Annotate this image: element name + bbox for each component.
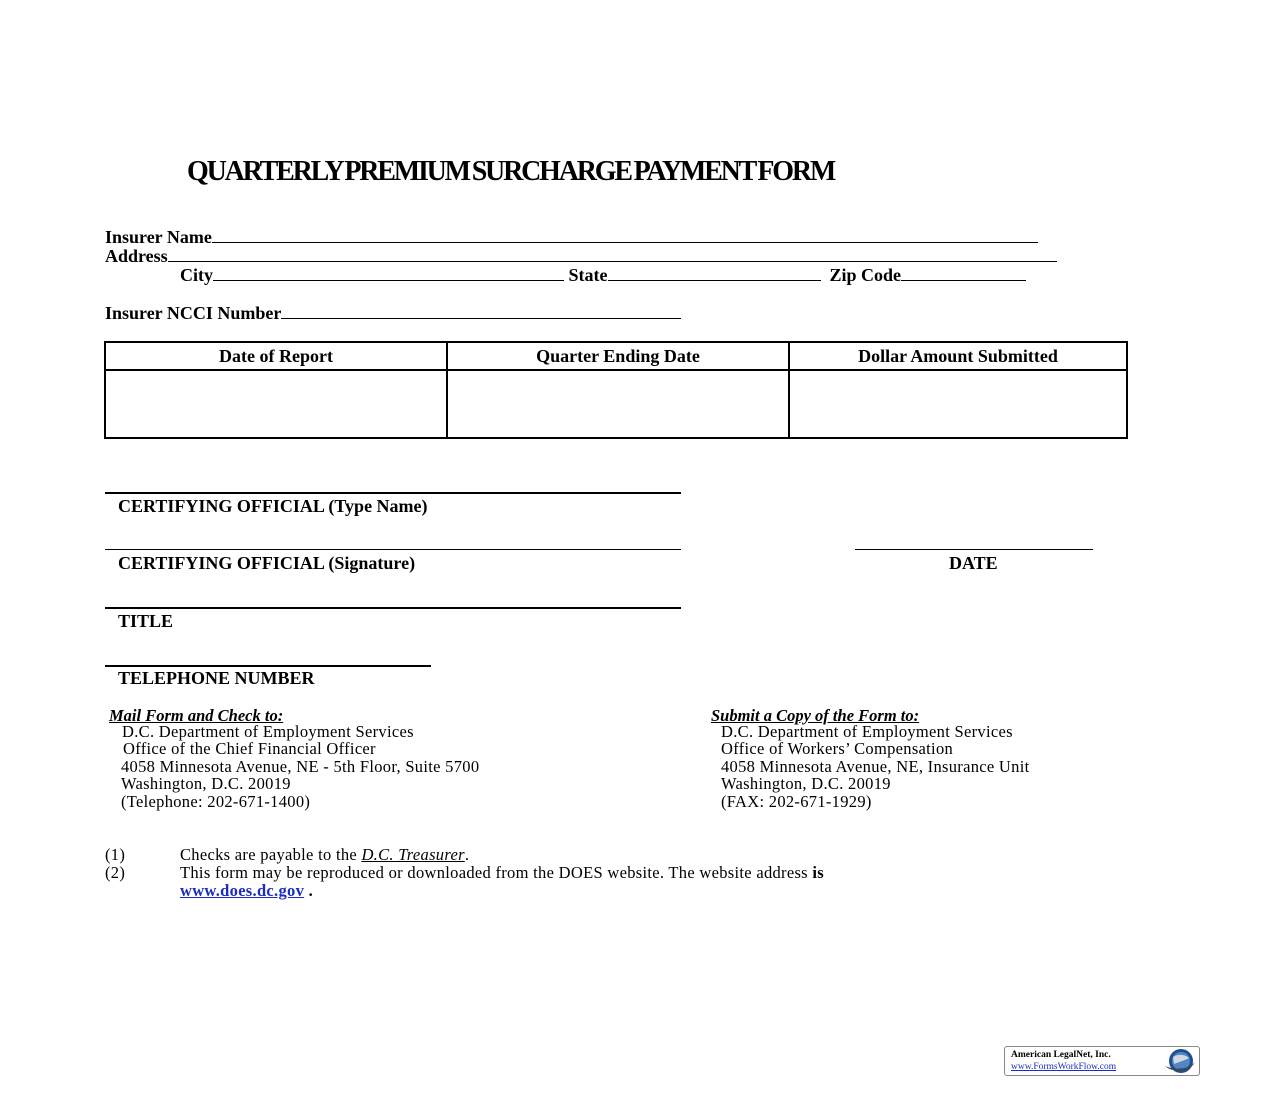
mail-to-line: 4058 Minnesota Avenue, NE - 5th Floor, Suite 5700 xyxy=(121,756,480,776)
copy-to-address xyxy=(721,723,1029,810)
address-row xyxy=(105,247,1057,266)
copy-to-line: 4058 Minnesota Avenue, NE, Insurance Unit xyxy=(721,756,1030,776)
date-label: DATE xyxy=(949,553,998,573)
mail-to-line: Office of the Chief Financial Officer xyxy=(123,739,376,759)
address-label: Address xyxy=(105,246,168,266)
note-2-link-row xyxy=(180,882,313,900)
mail-to-line: (Telephone: 202-671-1400) xyxy=(121,791,311,811)
note-1-end: . xyxy=(464,845,470,864)
official-signature-line[interactable] xyxy=(105,549,681,550)
mail-to-line: Washington, D.C. 20019 xyxy=(121,774,291,794)
state-field[interactable] xyxy=(608,266,821,281)
company-url[interactable]: www.FormsWorkFlow.com xyxy=(1011,1062,1117,1072)
does-website-link[interactable]: www.does.dc.gov xyxy=(180,881,305,900)
insurer-name-row xyxy=(105,228,1038,247)
forms-workflow-badge[interactable] xyxy=(1004,1046,1200,1076)
city-label: City xyxy=(180,265,213,285)
report-table xyxy=(104,341,1128,439)
note-2-text: This form may be reproduced or downloaded from the DOES website. The website address xyxy=(180,863,813,882)
date-of-report-cell[interactable] xyxy=(105,370,447,438)
report-table-header xyxy=(105,342,1127,370)
title-label: TITLE xyxy=(118,611,174,631)
insurer-name-field[interactable] xyxy=(212,228,1038,243)
note-2 xyxy=(180,864,824,882)
mail-to-address xyxy=(121,723,479,810)
note-1 xyxy=(180,846,469,864)
city-row xyxy=(180,266,1026,285)
note-1-text: Checks are payable to the xyxy=(180,845,362,864)
note-2-end: . xyxy=(304,881,313,900)
zip-label: Zip Code xyxy=(829,265,902,285)
date-line[interactable] xyxy=(855,549,1093,550)
note-2-is: is xyxy=(812,863,824,882)
globe-logo-icon xyxy=(1159,1048,1197,1074)
form-title: QUARTERLY PREMIUM SURCHARGE PAYMENT FORM xyxy=(187,156,835,187)
city-field[interactable] xyxy=(213,266,564,281)
treasurer-name: D.C. Treasurer xyxy=(361,845,465,864)
report-table-row xyxy=(105,370,1127,438)
dollar-amount-cell[interactable] xyxy=(789,370,1127,438)
state-label: State xyxy=(568,265,608,285)
address-field[interactable] xyxy=(168,247,1057,262)
copy-to-heading: Submit a Copy of the Form to: xyxy=(711,706,920,725)
ncci-row xyxy=(105,304,681,323)
copy-to-line: (FAX: 202-671-1929) xyxy=(721,791,872,811)
official-signature-label: CERTIFYING OFFICIAL (Signature) xyxy=(118,553,416,573)
note-1-number: (1) xyxy=(105,845,126,864)
mail-to-heading: Mail Form and Check to: xyxy=(109,706,284,725)
insurer-name-label: Insurer Name xyxy=(105,227,212,247)
telephone-line[interactable] xyxy=(105,665,431,667)
copy-to-line: Office of Workers’ Compensation xyxy=(721,739,954,759)
company-name: American LegalNet, Inc. xyxy=(1011,1050,1111,1060)
col-quarter-ending-date: Quarter Ending Date xyxy=(447,342,789,370)
official-name-line[interactable] xyxy=(105,492,681,494)
telephone-label: TELEPHONE NUMBER xyxy=(118,668,315,688)
quarter-ending-date-cell[interactable] xyxy=(447,370,789,438)
official-name-label: CERTIFYING OFFICIAL (Type Name) xyxy=(118,496,428,516)
title-line[interactable] xyxy=(105,607,681,609)
mail-to-line: D.C. Department of Employment Services xyxy=(122,722,414,741)
zip-field[interactable] xyxy=(901,266,1026,281)
copy-to-line: D.C. Department of Employment Services xyxy=(721,722,1013,741)
note-2-number: (2) xyxy=(105,863,126,882)
copy-to-line: Washington, D.C. 20019 xyxy=(721,774,891,794)
ncci-label: Insurer NCCI Number xyxy=(105,303,282,323)
col-dollar-amount: Dollar Amount Submitted xyxy=(789,342,1127,370)
col-date-of-report: Date of Report xyxy=(105,342,447,370)
ncci-field[interactable] xyxy=(281,304,681,319)
